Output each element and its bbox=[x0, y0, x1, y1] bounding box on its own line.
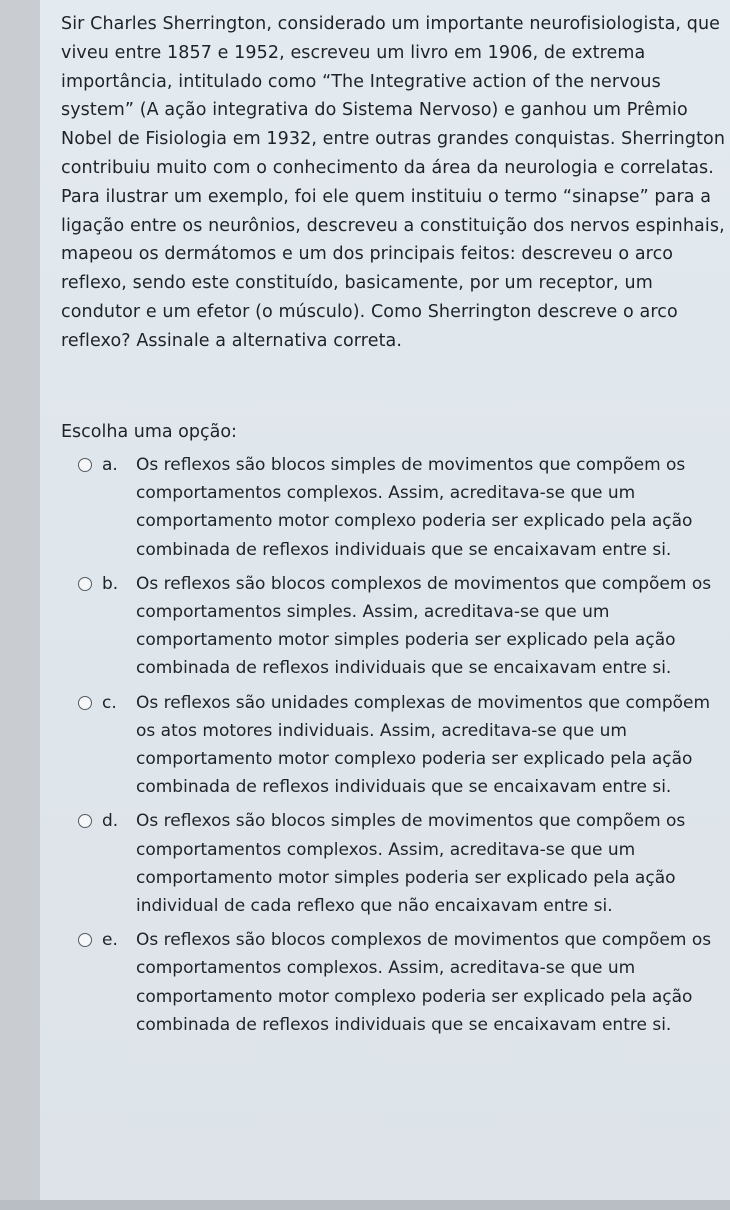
choose-option-label: Escolha uma opção: bbox=[61, 422, 237, 442]
question-panel bbox=[40, 0, 730, 1200]
option-c[interactable] bbox=[78, 689, 726, 802]
radio-option-a[interactable] bbox=[78, 458, 92, 472]
radio-option-d[interactable] bbox=[78, 814, 92, 828]
option-b[interactable] bbox=[78, 570, 726, 683]
radio-option-c[interactable] bbox=[78, 696, 92, 710]
option-text-d[interactable]: Os reflexos são blocos simples de movimentos que compõem os comportamentos complexos. Assim, acreditava-se que um comportamento motor simples poderia ser explicado pela ação individual de cada reflexo que não encaixavam entre si. bbox=[136, 811, 686, 917]
bottom-edge bbox=[0, 1200, 730, 1210]
radio-option-e[interactable] bbox=[78, 933, 92, 947]
options-list bbox=[78, 451, 726, 1045]
option-text-a[interactable]: Os reflexos são blocos simples de movimentos que compõem os comportamentos complexos. Assim, acreditava-se que um comportamento motor complexo poderia ser explicado pela ação combinada de reflexos individuais que se encaixavam entre si. bbox=[136, 455, 693, 560]
option-letter-d: d. bbox=[102, 811, 119, 832]
option-letter-a: a. bbox=[102, 455, 118, 475]
option-text-c[interactable]: Os reflexos são unidades complexas de movimentos que compõem os atos motores individuais. Assim, acreditava-se que um comportamento motor complexo poderia ser explicado pela ação combinada de reflexos individuais que se encaixavam entre si. bbox=[136, 692, 711, 798]
question-text: Sir Charles Sherrington, considerado um importante neurofisiologista, que viveu entre 1857 e 1952, escreveu um livro em 1906, de extrema importância, intitulado como “The Integrative action of the nervous system” (A ação integrativa do Sistema Nervoso) e ganhou um Prêmio Nobel de Fisiologia em 1932, entre outras grandes conquistas. Sherrington contribuiu muito com o conhecimento da área da neurologia e correlatas. Para ilustrar um exemplo, foi ele quem instituiu o termo “sinapse” para a ligação entre os neurônios, descreveu a constituição dos nervos espinhais, mapeou os dermátomos e um dos principais feitos: descreveu o arco reflexo, sendo este constituído, basicamente, por um receptor, um condutor e um efetor (o músculo). Como Sherrington descreve o arco reflexo? Assinale a alternativa correta. bbox=[61, 14, 726, 351]
option-e[interactable] bbox=[78, 926, 726, 1039]
option-letter-c: c. bbox=[102, 692, 117, 713]
option-letter-b: b. bbox=[102, 573, 119, 594]
radio-option-b[interactable] bbox=[78, 577, 92, 591]
option-text-e[interactable]: Os reflexos são blocos complexos de movimentos que compõem os comportamentos complexos. Assim, acreditava-se que um comportamento motor complexo poderia ser explicado pela ação combinada de reflexos individuais que se encaixavam entre si. bbox=[136, 930, 712, 1035]
option-text-b[interactable]: Os reflexos são blocos complexos de movimentos que compõem os comportamentos simples. Assim, acreditava-se que um comportamento motor simples poderia ser explicado pela ação combinada de reflexos individuais que se encaixavam entre si. bbox=[136, 573, 712, 679]
option-letter-e: e. bbox=[102, 930, 118, 951]
option-a[interactable] bbox=[78, 451, 726, 564]
option-d[interactable] bbox=[78, 807, 726, 920]
